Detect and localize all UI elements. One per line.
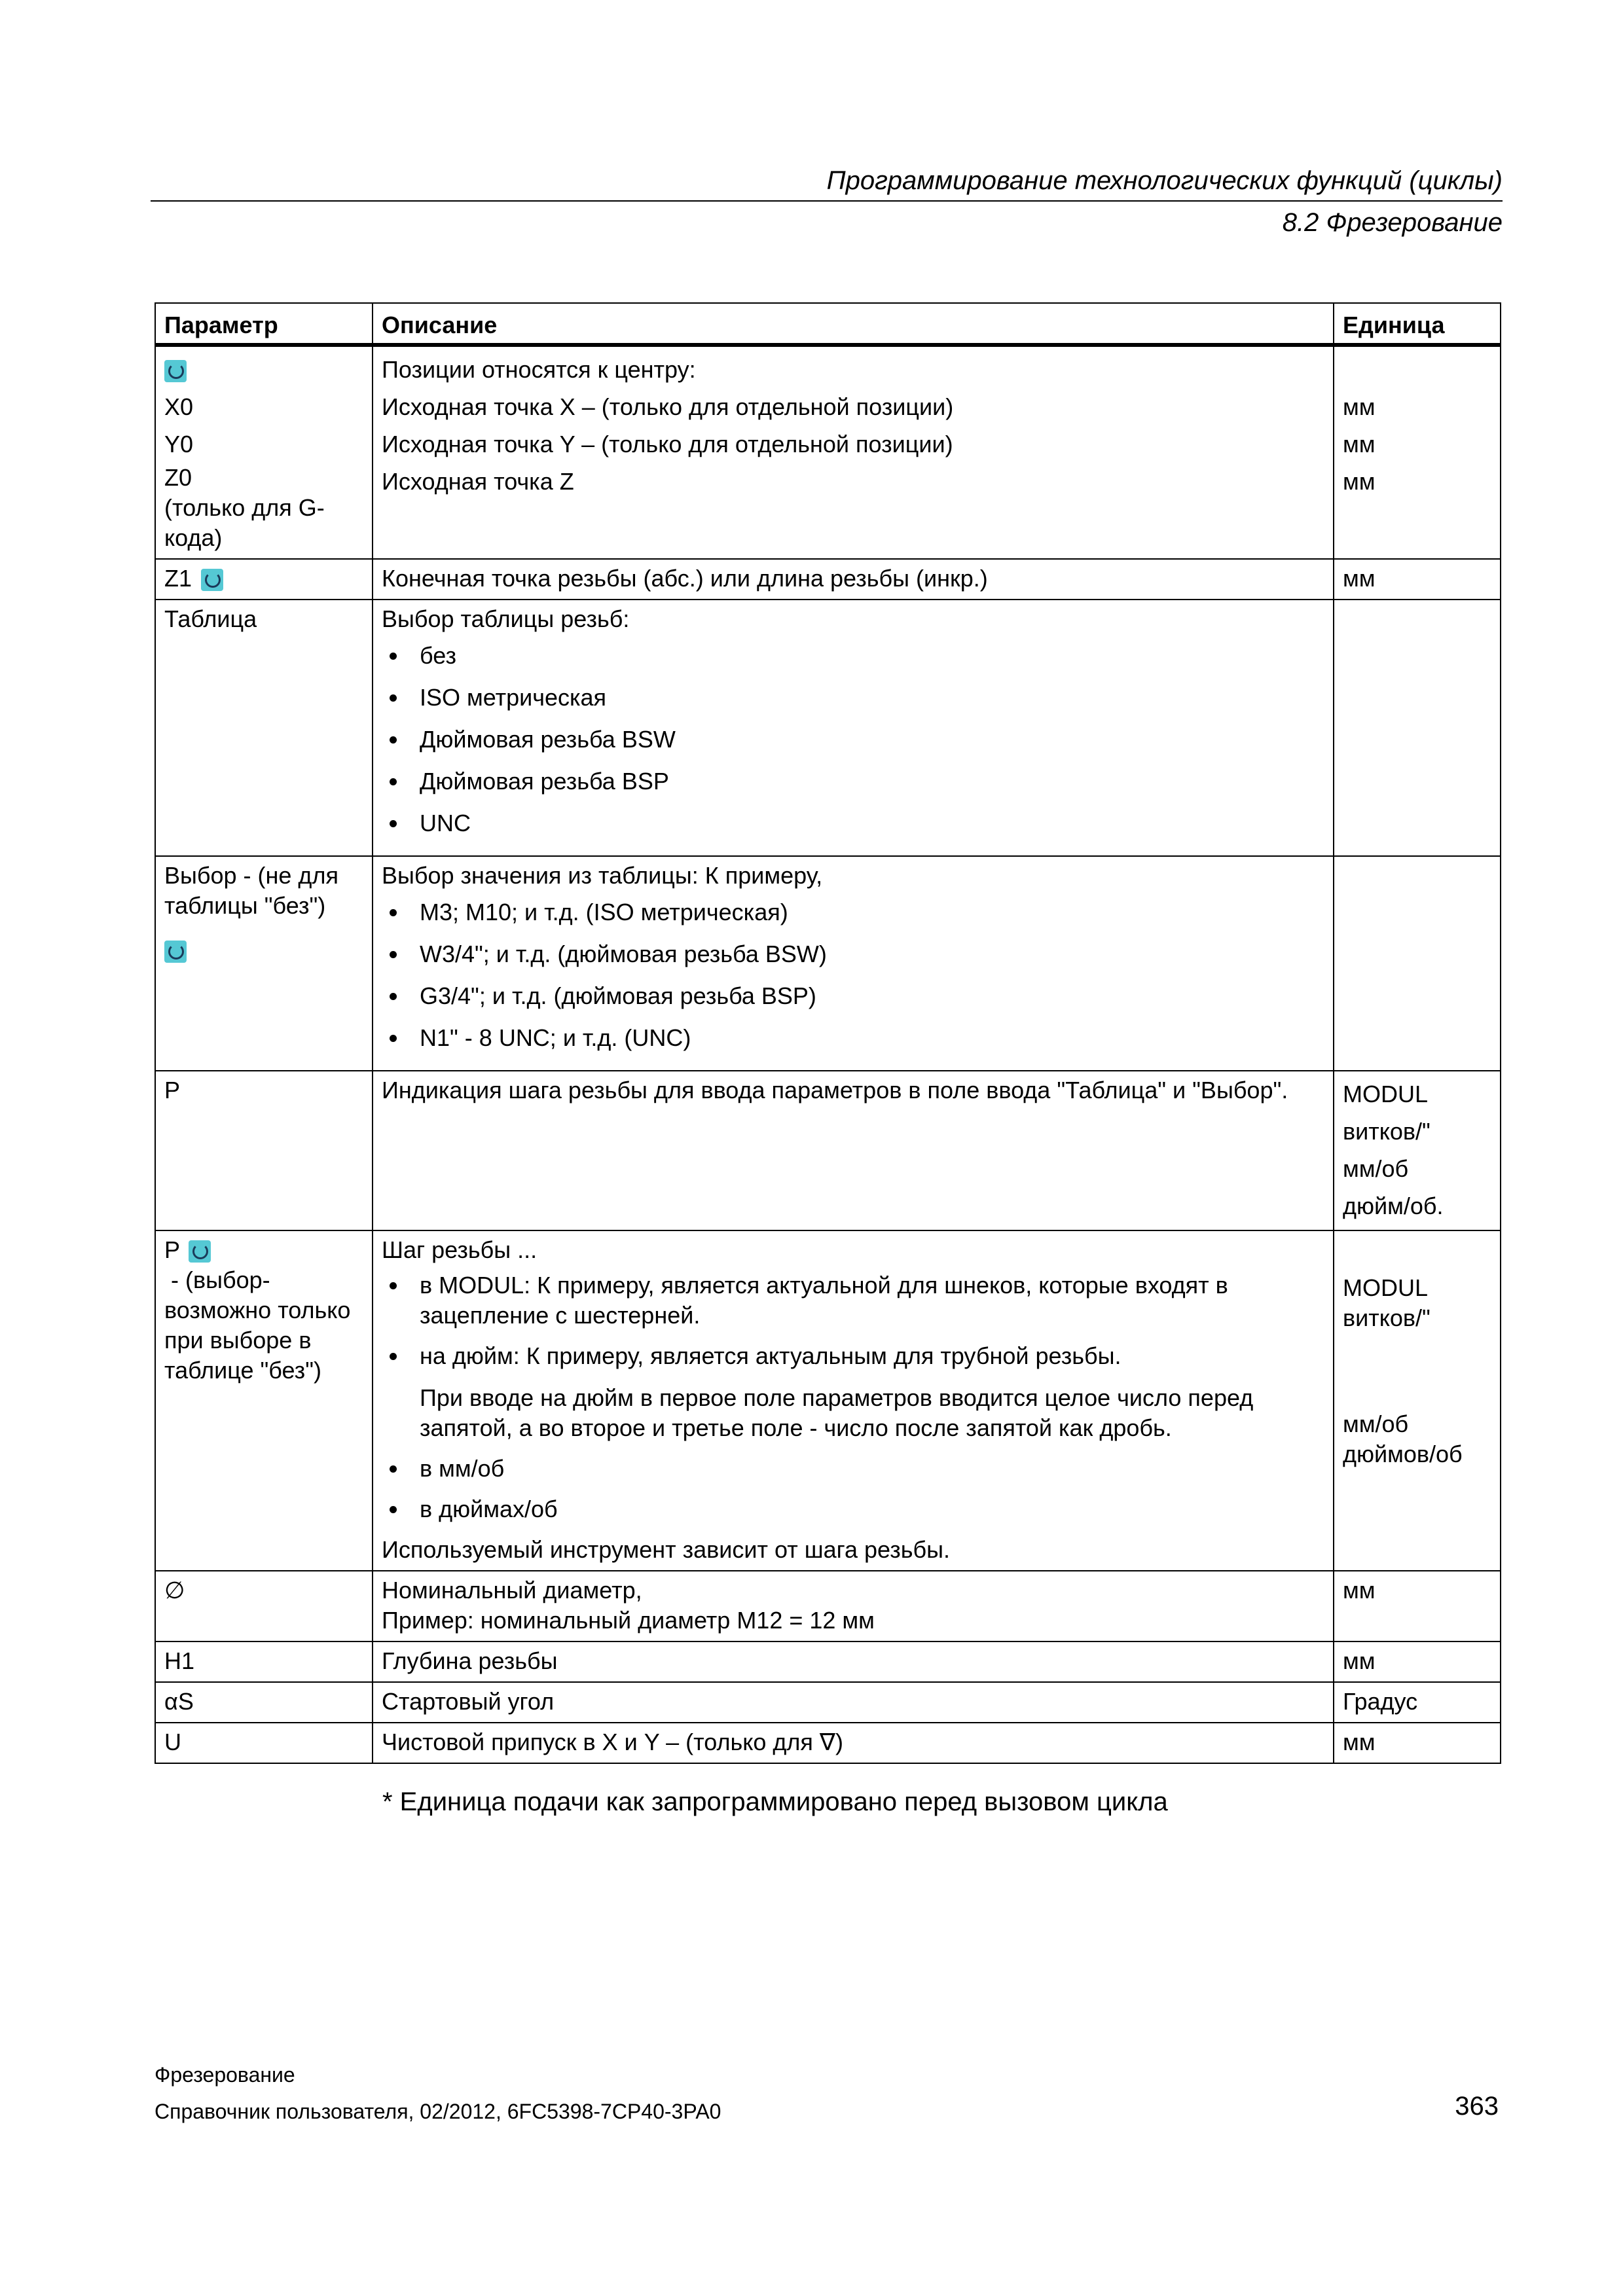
table-row [155, 1641, 1501, 1682]
unit-text: MODUL [1343, 1274, 1429, 1301]
parameter-name: P [164, 1236, 180, 1263]
parameter-name: Y0 [164, 431, 194, 457]
parameter-note: таблице "без") [164, 1357, 321, 1384]
unit-text: мм/об [1343, 1410, 1409, 1437]
description-cell: Глубина резьбы [373, 1641, 1334, 1682]
description-cell [373, 600, 1334, 856]
table-row [155, 1571, 1501, 1641]
list-item: UNC [382, 808, 1325, 838]
toggle-icon [189, 1240, 211, 1263]
header-section: 8.2 Фрезерование [1282, 208, 1503, 237]
description-cell: Индикация шага резьбы для ввода параметров в поле ввода "Таблица" и "Выбор". [373, 1071, 1334, 1230]
unit-text: мм/об [1343, 1155, 1409, 1182]
toggle-icon [201, 569, 223, 591]
description-text: Шаг резьбы ... [382, 1236, 538, 1263]
description-text: Номинальный диаметр, [382, 1577, 642, 1604]
toggle-icon [164, 941, 187, 963]
list-item: в MODUL: К примеру, является актуальной для шнеков, которые входят в зацепление с шестерней. [382, 1270, 1325, 1331]
feed-unit-footnote: * Единица подачи как запрограммировано перед вызовом цикла [382, 1787, 1168, 1816]
description-text: Исходная точка X – (только для отдельной позиции) [382, 393, 954, 420]
parameter-cell: P [155, 1071, 373, 1230]
unit-text: дюйм/об. [1343, 1193, 1444, 1219]
toggle-icon [164, 360, 187, 382]
list-item: M3; M10; и т.д. (ISO метрическая) [382, 897, 1325, 927]
unit-cell [1334, 1230, 1501, 1571]
unit-text: MODUL [1343, 1081, 1429, 1107]
unit-text: мм [1343, 431, 1376, 457]
description-cell [373, 856, 1334, 1071]
parameter-cell: ∅ [155, 1571, 373, 1641]
column-header-description: Описание [373, 303, 1334, 345]
parameter-cell: αS [155, 1682, 373, 1723]
list-item: ISO метрическая [382, 683, 1325, 713]
description-text: Выбор значения из таблицы: К примеру, [382, 862, 823, 889]
table-row [155, 559, 1501, 600]
unit-cell: мм [1334, 1571, 1501, 1641]
unit-cell: мм [1334, 559, 1501, 600]
table-row [155, 1071, 1501, 1230]
unit-cell [1334, 345, 1501, 559]
unit-cell [1334, 1071, 1501, 1230]
selection-example-list [382, 897, 1325, 1053]
parameter-note: - (выбор- [164, 1266, 270, 1293]
list-item: в дюймах/об [382, 1494, 1325, 1524]
list-item: Дюймовая резьба BSP [382, 766, 1325, 797]
unit-text: дюймов/об [1343, 1441, 1463, 1467]
description-text: Используемый инструмент зависит от шага резьбы. [382, 1536, 951, 1563]
unit-cell: мм [1334, 1641, 1501, 1682]
parameter-name: Z0 [164, 464, 192, 491]
parameter-note: при выборе в [164, 1327, 312, 1354]
description-cell: Чистовой припуск в X и Y – (только для ∇) [373, 1723, 1334, 1763]
unit-text: мм [1343, 468, 1376, 495]
table-row [155, 600, 1501, 856]
thread-table-list [382, 641, 1325, 838]
description-cell [373, 345, 1334, 559]
parameter-cell [155, 856, 373, 1071]
list-item: Дюймовая резьба BSW [382, 725, 1325, 755]
footer-chapter: Фрезерование [155, 2063, 295, 2087]
unit-cell: мм [1334, 1723, 1501, 1763]
list-item: N1" - 8 UNC; и т.д. (UNC) [382, 1023, 1325, 1053]
description-text: Позиции относятся к центру: [382, 356, 696, 383]
list-item: в мм/об [382, 1454, 1325, 1484]
parameter-cell [155, 345, 373, 559]
parameter-name: таблицы "без") [164, 892, 326, 919]
parameter-table [155, 302, 1501, 1764]
parameter-cell: Таблица [155, 600, 373, 856]
description-text: Пример: номинальный диаметр M12 = 12 мм [382, 1607, 875, 1634]
table-row [155, 1682, 1501, 1723]
footer-manual-info: Справочник пользователя, 02/2012, 6FC5398-7CP40-3PA0 [155, 2100, 721, 2123]
parameter-note: кода) [164, 524, 223, 551]
unit-text: витков/" [1343, 1304, 1431, 1331]
description-text: Исходная точка Z [382, 468, 574, 495]
list-item: W3/4"; и т.д. (дюймовая резьба BSW) [382, 939, 1325, 969]
list-note: При вводе на дюйм в первое поле параметров вводится целое число перед запятой, а во второе и третье поле - число после запятой как дробь. [420, 1384, 1254, 1441]
column-header-parameter: Параметр [155, 303, 373, 345]
list-item: без [382, 641, 1325, 671]
parameter-note: (только для G- [164, 494, 325, 521]
parameter-name: Выбор - (не для [164, 862, 338, 889]
table-row [155, 856, 1501, 1071]
table-row [155, 345, 1501, 559]
column-header-unit: Единица [1334, 303, 1501, 345]
parameter-cell [155, 559, 373, 600]
parameter-name: Z1 [164, 565, 192, 592]
unit-text: витков/" [1343, 1118, 1431, 1145]
unit-text: мм [1343, 393, 1376, 420]
unit-cell [1334, 600, 1501, 856]
description-text: Исходная точка Y – (только для отдельной позиции) [382, 431, 953, 457]
table-header-row [155, 303, 1501, 345]
unit-cell: Градус [1334, 1682, 1501, 1723]
table-row [155, 1723, 1501, 1763]
description-cell [373, 1230, 1334, 1571]
unit-cell [1334, 856, 1501, 1071]
parameter-cell: H1 [155, 1641, 373, 1682]
description-cell: Конечная точка резьбы (абс.) или длина резьбы (инкр.) [373, 559, 1334, 600]
header-title: Программирование технологических функций (циклы) [826, 166, 1503, 195]
parameter-cell: U [155, 1723, 373, 1763]
description-text: Выбор таблицы резьб: [382, 605, 630, 632]
parameter-note: возможно только [164, 1297, 351, 1323]
parameter-name: X0 [164, 393, 194, 420]
description-cell: Стартовый угол [373, 1682, 1334, 1723]
list-item: на дюйм: К примеру, является актуальным для трубной резьбы. [382, 1341, 1325, 1371]
pitch-option-list [382, 1270, 1325, 1524]
header-rule [151, 200, 1503, 202]
description-cell [373, 1571, 1334, 1641]
parameter-cell [155, 1230, 373, 1571]
page-number: 363 [1455, 2092, 1499, 2121]
list-item: G3/4"; и т.д. (дюймовая резьба BSP) [382, 981, 1325, 1011]
table-row [155, 1230, 1501, 1571]
